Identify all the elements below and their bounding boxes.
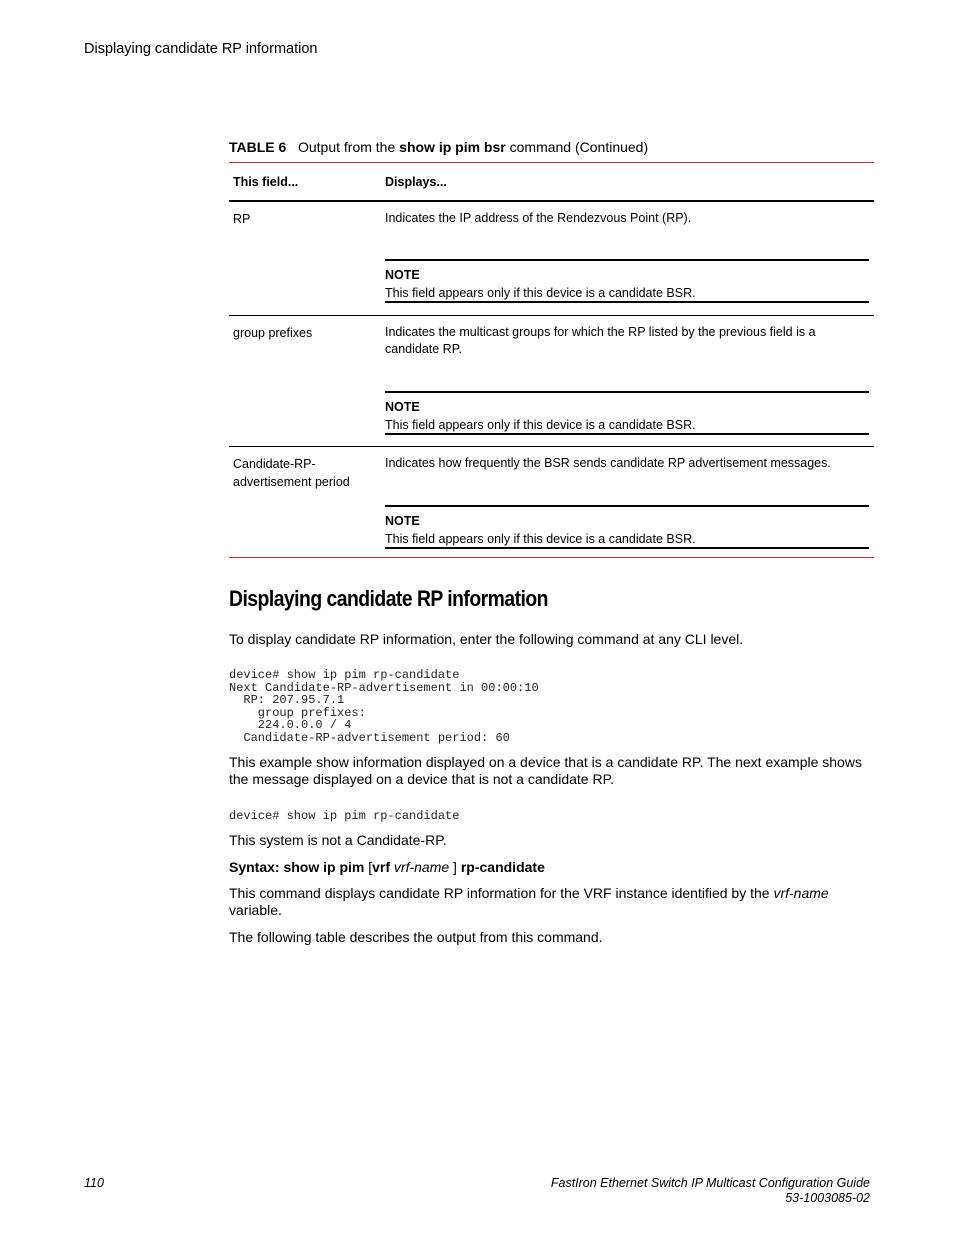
vrf-paragraph-pre: This command displays candidate RP information for the VRF instance identified by the	[229, 885, 774, 901]
table-cell-desc: Indicates how frequently the BSR sends candidate RP advertisement messages.	[385, 456, 831, 470]
table-cell-field: group prefixes	[233, 326, 313, 340]
table-caption	[229, 139, 648, 155]
syntax-command: rp-candidate	[460, 859, 545, 875]
table-header-displays: Displays...	[385, 175, 447, 189]
footer-doc-number: 53-1003085-02	[785, 1191, 870, 1205]
note-box	[385, 391, 869, 435]
syntax-vrf: vrf	[372, 859, 391, 875]
table-bottom-rule	[229, 557, 874, 558]
vrf-paragraph	[229, 885, 874, 919]
vrf-paragraph-var: vrf-name	[773, 885, 829, 901]
output-table	[229, 162, 874, 560]
syntax-label: Syntax: show ip pim	[229, 859, 365, 875]
table-header-row	[229, 163, 874, 202]
syntax-line	[229, 859, 545, 876]
table-cell-desc: Indicates the multicast groups for which the RP listed by the previous field is a candidate RP.	[385, 325, 816, 356]
example-paragraph: This example show information displayed on a device that is a candidate RP. The next example shows the message displayed on a device that is not a candidate RP.	[229, 754, 862, 787]
note-box	[385, 505, 869, 549]
note-text: This field appears only if this device is a candidate BSR.	[385, 532, 696, 546]
running-header: Displaying candidate RP information	[84, 41, 318, 57]
note-text: This field appears only if this device is a candidate BSR.	[385, 418, 696, 432]
code-example-1: device# show ip pim rp-candidate Next Candidate-RP-advertisement in 00:00:10 RP: 207.95.7.1 group prefixes: 224.0.0.0 / 4 Candidate-RP-advertisement period: 60	[229, 668, 539, 745]
not-candidate-message: This system is not a Candidate-RP.	[229, 832, 447, 848]
vrf-paragraph-post: variable.	[229, 902, 282, 918]
table-caption-post: command (Continued)	[505, 139, 649, 155]
table-cell-field: RP	[233, 212, 251, 226]
table-cell-field: Candidate-RP-advertisement period	[233, 457, 350, 489]
note-box	[385, 259, 869, 303]
footer-doc-info	[551, 1176, 870, 1206]
syntax-bracket-close: ]	[449, 859, 461, 875]
table-caption-label: TABLE 6	[229, 139, 287, 155]
code-example-2: device# show ip pim rp-candidate	[229, 809, 460, 823]
syntax-bracket-open: [	[364, 859, 373, 875]
table-cell-desc: Indicates the IP address of the Rendezvous Point (RP).	[385, 211, 692, 225]
note-text: This field appears only if this device is a candidate BSR.	[385, 286, 696, 300]
note-title: NOTE	[385, 400, 420, 414]
table-caption-command: show ip pim bsr	[399, 139, 506, 155]
table-row	[229, 202, 874, 316]
intro-paragraph: To display candidate RP information, enter the following command at any CLI level.	[229, 631, 744, 647]
note-title: NOTE	[385, 268, 420, 282]
table-row	[229, 316, 874, 447]
following-table-paragraph: The following table describes the output from this command.	[229, 929, 603, 945]
page-number: 110	[84, 1176, 104, 1190]
table-row	[229, 447, 874, 560]
syntax-vrf-name: vrf-name	[390, 859, 450, 875]
note-title: NOTE	[385, 514, 420, 528]
table-caption-pre: Output from the	[297, 139, 400, 155]
table-header-field: This field...	[233, 175, 299, 189]
section-title: Displaying candidate RP information	[229, 586, 548, 611]
footer-doc-title: FastIron Ethernet Switch IP Multicast Configuration Guide	[550, 1176, 870, 1190]
